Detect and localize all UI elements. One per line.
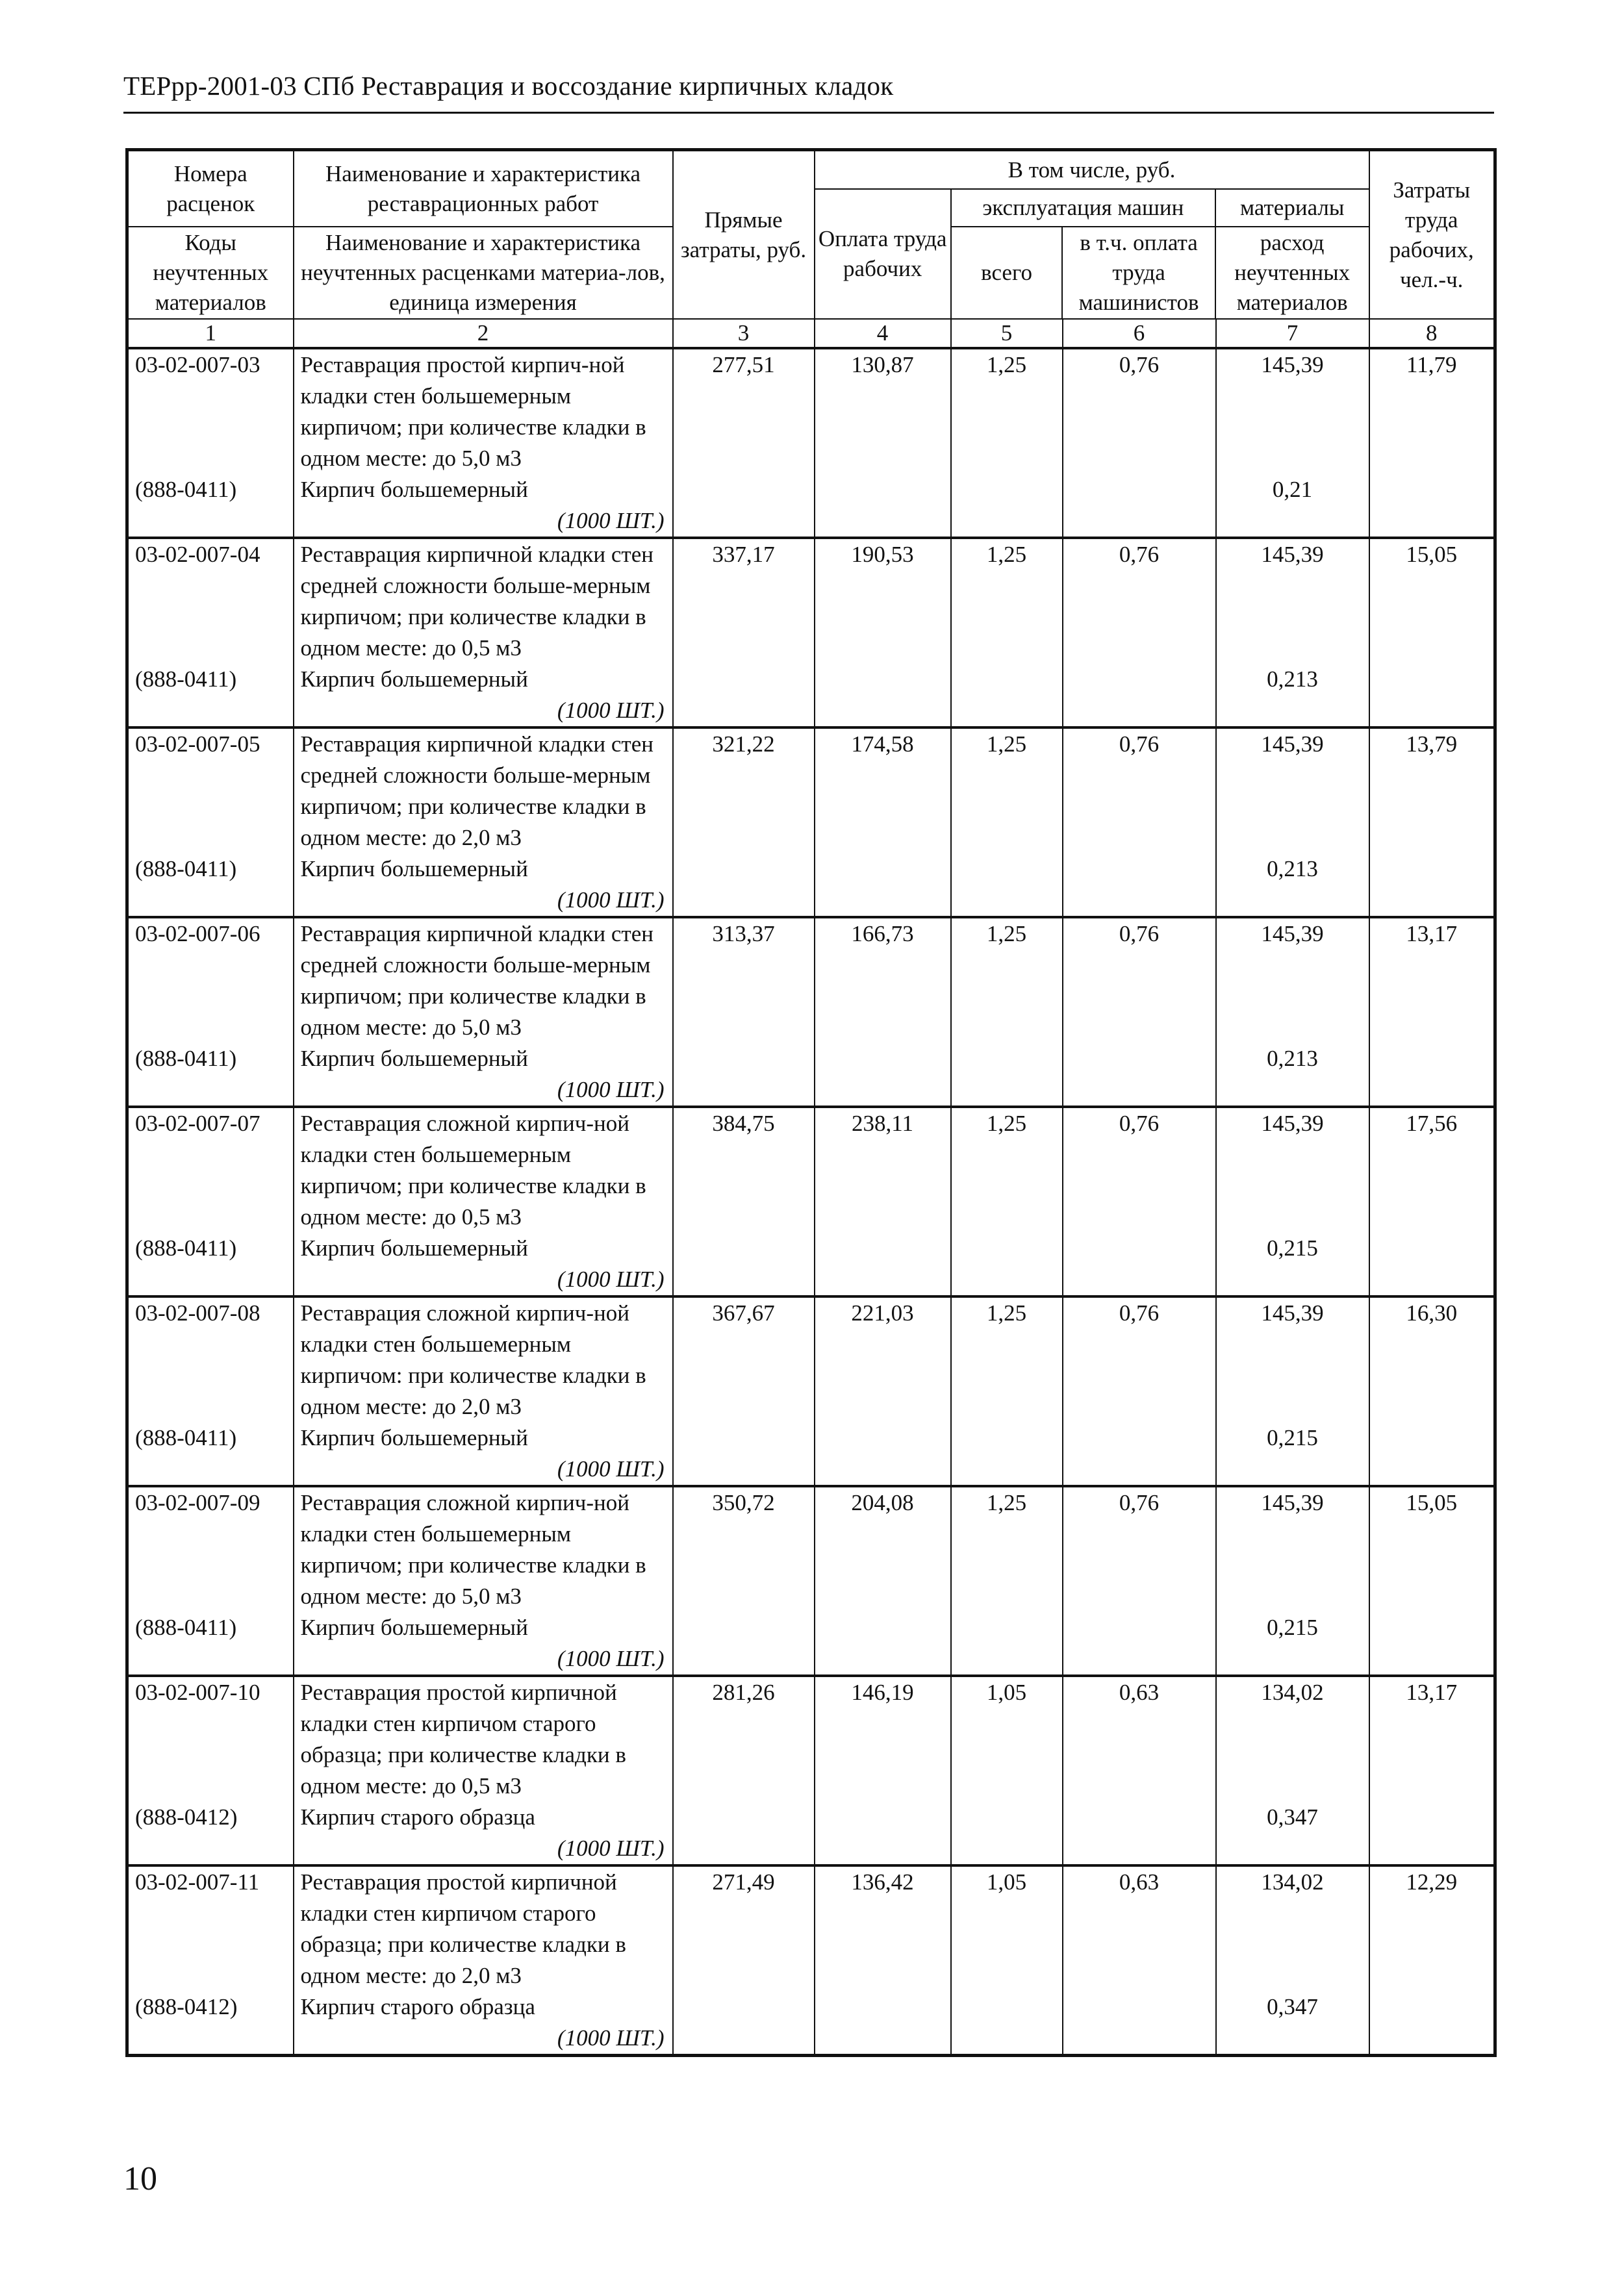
table-row [127, 348, 1495, 474]
machines-total-value: 1,25 [951, 1107, 1063, 1233]
material-code: (888-0411) [127, 1043, 294, 1107]
material-unit: (1000 ШТ.) [557, 887, 665, 913]
rate-description: Реставрация сложной кирпич-ной кладки стен большемерным кирпичом: при количестве кладки в одном месте: до 2,0 м3 [294, 1296, 673, 1422]
machinist-pay-value: 0,76 [1063, 1486, 1216, 1612]
header-including-group [815, 150, 1369, 320]
machinist-pay-value: 0,76 [1063, 727, 1216, 853]
table-row [127, 538, 1495, 664]
material-code: (888-0411) [127, 853, 294, 917]
header-direct-costs: Прямые затраты, руб. [673, 150, 815, 320]
machinist-pay-empty [1063, 1422, 1216, 1486]
machines-total-value: 1,05 [951, 1865, 1063, 1991]
rates-table-body [127, 348, 1495, 2056]
material-code: (888-0411) [127, 664, 294, 727]
labor-hours-empty [1369, 1802, 1495, 1865]
labor-hours-empty [1369, 664, 1495, 727]
material-code: (888-0411) [127, 1233, 294, 1296]
material-unit: (1000 ШТ.) [557, 1077, 665, 1102]
labor-hours-empty [1369, 1422, 1495, 1486]
rate-description: Реставрация кирпичной кладки стен средней сложности больше-мерным кирпичом; при количестве кладки в одном месте: до 2,0 м3 [294, 727, 673, 853]
rate-description: Реставрация сложной кирпич-ной кладки стен большемерным кирпичом; при количестве кладки в одном месте: до 0,5 м3 [294, 1107, 673, 1233]
material-code: (888-0412) [127, 1991, 294, 2056]
header-rate-numbers: Номера расценок [127, 150, 294, 227]
material-row [127, 664, 1495, 727]
labor-pay-value: 166,73 [815, 917, 951, 1043]
header-labor-hours: Затраты труда рабочих, чел.-ч. [1369, 150, 1495, 320]
materials-value: 145,39 [1216, 1296, 1369, 1422]
material-unit: (1000 ШТ.) [557, 2025, 665, 2051]
material-name: Кирпич большемерный [300, 1046, 528, 1071]
material-row [127, 1043, 1495, 1107]
rate-code: 03-02-007-04 [127, 538, 294, 664]
material-cell [294, 1612, 673, 1676]
material-row [127, 474, 1495, 538]
rate-code: 03-02-007-09 [127, 1486, 294, 1612]
page-number: 10 [123, 2160, 157, 2197]
material-code: (888-0411) [127, 474, 294, 538]
material-row [127, 1991, 1495, 2056]
labor-hours-empty [1369, 853, 1495, 917]
labor-hours-value: 16,30 [1369, 1296, 1495, 1422]
labor-pay-value: 221,03 [815, 1296, 951, 1422]
direct-costs-empty [673, 474, 815, 538]
labor-hours-empty [1369, 1043, 1495, 1107]
direct-costs-empty [673, 1612, 815, 1676]
material-quantity: 0,213 [1216, 664, 1369, 727]
table-row [127, 1676, 1495, 1802]
material-code: (888-0412) [127, 1802, 294, 1865]
header-machinist-pay: в т.ч. оплата труда машинистов [1062, 227, 1215, 318]
column-number-5: 5 [951, 319, 1063, 348]
table-row [127, 1486, 1495, 1612]
column-numbers-row [127, 319, 1495, 348]
direct-costs-empty [673, 664, 815, 727]
labor-pay-value: 136,42 [815, 1865, 951, 1991]
material-unit: (1000 ШТ.) [557, 1646, 665, 1671]
table-row [127, 917, 1495, 1043]
machines-total-empty [951, 1422, 1063, 1486]
material-name: Кирпич старого образца [300, 1804, 535, 1830]
direct-costs-value: 350,72 [673, 1486, 815, 1612]
labor-hours-value: 17,56 [1369, 1107, 1495, 1233]
labor-pay-value: 238,11 [815, 1107, 951, 1233]
direct-costs-value: 271,49 [673, 1865, 815, 1991]
material-unit: (1000 ШТ.) [557, 1836, 665, 1861]
material-name: Кирпич старого образца [300, 1994, 535, 2019]
machines-total-value: 1,25 [951, 538, 1063, 664]
labor-pay-value: 130,87 [815, 348, 951, 474]
rate-description: Реставрация кирпичной кладки стен средней сложности больше-мерным кирпичом; при количестве кладки в одном месте: до 5,0 м3 [294, 917, 673, 1043]
machinist-pay-empty [1063, 1991, 1216, 2056]
header-unaccounted-materials: расход неучтенных материалов [1234, 229, 1351, 315]
material-cell [294, 1043, 673, 1107]
machines-total-value: 1,05 [951, 1676, 1063, 1802]
material-quantity: 0,213 [1216, 1043, 1369, 1107]
document-header-title: ТЕРрр-2001-03 СПб Реставрация и воссоздание кирпичных кладок [123, 71, 894, 101]
material-name: Кирпич большемерный [300, 1235, 528, 1261]
material-name: Кирпич большемерный [300, 1425, 528, 1450]
header-labor-pay: Оплата труда рабочих [815, 189, 951, 318]
labor-pay-empty [815, 1422, 951, 1486]
labor-hours-empty [1369, 474, 1495, 538]
materials-value: 134,02 [1216, 1676, 1369, 1802]
direct-costs-empty [673, 1991, 815, 2056]
machines-total-value: 1,25 [951, 727, 1063, 853]
material-cell [294, 1233, 673, 1296]
rate-code: 03-02-007-11 [127, 1865, 294, 1991]
material-quantity: 0,347 [1216, 1802, 1369, 1865]
material-unit: (1000 ШТ.) [557, 1267, 665, 1292]
material-row [127, 1802, 1495, 1865]
machinist-pay-value: 0,76 [1063, 538, 1216, 664]
materials-value: 145,39 [1216, 1486, 1369, 1612]
labor-pay-value: 146,19 [815, 1676, 951, 1802]
labor-pay-value: 190,53 [815, 538, 951, 664]
labor-pay-value: 174,58 [815, 727, 951, 853]
machinist-pay-value: 0,63 [1063, 1865, 1216, 1991]
material-quantity: 0,213 [1216, 853, 1369, 917]
table-row [127, 727, 1495, 853]
column-number-7: 7 [1216, 319, 1369, 348]
materials-value: 145,39 [1216, 917, 1369, 1043]
column-number-3: 3 [673, 319, 815, 348]
labor-hours-value: 13,17 [1369, 917, 1495, 1043]
material-cell [294, 1422, 673, 1486]
material-unit: (1000 ШТ.) [557, 698, 665, 723]
material-row [127, 1612, 1495, 1676]
rate-description: Реставрация кирпичной кладки стен средней сложности больше-мерным кирпичом; при количестве кладки в одном месте: до 0,5 м3 [294, 538, 673, 664]
header-work-name: Наименование и характеристика реставрационных работ [294, 150, 673, 227]
rates-table [125, 148, 1497, 2057]
rate-code: 03-02-007-07 [127, 1107, 294, 1233]
materials-value: 134,02 [1216, 1865, 1369, 1991]
labor-pay-empty [815, 1612, 951, 1676]
labor-hours-value: 15,05 [1369, 538, 1495, 664]
material-quantity: 0,215 [1216, 1612, 1369, 1676]
column-number-4: 4 [815, 319, 951, 348]
header-material-name: Наименование и характеристика неучтенных расценками материа-лов, единица измерения [294, 227, 673, 319]
labor-hours-value: 12,29 [1369, 1865, 1495, 1991]
machines-total-empty [951, 474, 1063, 538]
labor-hours-value: 13,17 [1369, 1676, 1495, 1802]
material-name: Кирпич большемерный [300, 477, 528, 502]
materials-value: 145,39 [1216, 727, 1369, 853]
machines-total-value: 1,25 [951, 1486, 1063, 1612]
materials-value: 145,39 [1216, 538, 1369, 664]
labor-pay-empty [815, 1991, 951, 2056]
machinist-pay-value: 0,76 [1063, 917, 1216, 1043]
material-cell [294, 664, 673, 727]
machinist-pay-empty [1063, 853, 1216, 917]
table-row [127, 1296, 1495, 1422]
direct-costs-empty [673, 1043, 815, 1107]
labor-hours-value: 13,79 [1369, 727, 1495, 853]
machines-total-value: 1,25 [951, 917, 1063, 1043]
labor-pay-value: 204,08 [815, 1486, 951, 1612]
header-materials: материалы [1215, 189, 1369, 227]
rate-description: Реставрация простой кирпичной кладки стен кирпичом старого образца; при количестве кладки в одном месте: до 0,5 м3 [294, 1676, 673, 1802]
material-row [127, 853, 1495, 917]
material-unit: (1000 ШТ.) [557, 1456, 665, 1482]
header-group-subtable [815, 152, 1369, 318]
material-code: (888-0411) [127, 1612, 294, 1676]
direct-costs-empty [673, 853, 815, 917]
labor-pay-empty [815, 1043, 951, 1107]
material-cell [294, 853, 673, 917]
rate-code: 03-02-007-08 [127, 1296, 294, 1422]
direct-costs-value: 321,22 [673, 727, 815, 853]
material-quantity: 0,215 [1216, 1422, 1369, 1486]
header-machine-operation: эксплуатация машин [951, 189, 1215, 227]
machinist-pay-empty [1063, 1802, 1216, 1865]
material-cell [294, 1802, 673, 1865]
direct-costs-empty [673, 1233, 815, 1296]
machines-total-empty [951, 1043, 1063, 1107]
machinist-pay-empty [1063, 1233, 1216, 1296]
material-code: (888-0411) [127, 1422, 294, 1486]
header-machines-total: всего [951, 227, 1062, 318]
direct-costs-value: 337,17 [673, 538, 815, 664]
labor-pay-empty [815, 1802, 951, 1865]
labor-pay-empty [815, 474, 951, 538]
column-number-1: 1 [127, 319, 294, 348]
machinist-pay-value: 0,76 [1063, 1107, 1216, 1233]
material-cell [294, 474, 673, 538]
rate-code: 03-02-007-05 [127, 727, 294, 853]
labor-hours-value: 15,05 [1369, 1486, 1495, 1612]
rate-code: 03-02-007-03 [127, 348, 294, 474]
machinist-pay-value: 0,63 [1063, 1676, 1216, 1802]
table-row [127, 1107, 1495, 1233]
labor-hours-value: 11,79 [1369, 348, 1495, 474]
rate-description: Реставрация простой кирпич-ной кладки стен большемерным кирпичом; при количестве кладки в одном месте: до 5,0 м3 [294, 348, 673, 474]
material-name: Кирпич большемерный [300, 856, 528, 881]
direct-costs-value: 384,75 [673, 1107, 815, 1233]
labor-pay-empty [815, 853, 951, 917]
machines-total-empty [951, 1991, 1063, 2056]
column-number-6: 6 [1063, 319, 1216, 348]
direct-costs-empty [673, 1422, 815, 1486]
material-name: Кирпич большемерный [300, 1615, 528, 1640]
machines-total-empty [951, 1802, 1063, 1865]
column-number-2: 2 [294, 319, 673, 348]
machinist-pay-empty [1063, 664, 1216, 727]
rate-code: 03-02-007-06 [127, 917, 294, 1043]
labor-pay-empty [815, 664, 951, 727]
machines-total-value: 1,25 [951, 1296, 1063, 1422]
material-name: Кирпич большемерный [300, 666, 528, 692]
machinist-pay-value: 0,76 [1063, 1296, 1216, 1422]
machines-total-value: 1,25 [951, 348, 1063, 474]
machines-total-empty [951, 1612, 1063, 1676]
direct-costs-value: 367,67 [673, 1296, 815, 1422]
header-including-rub: В том числе, руб. [815, 152, 1369, 189]
machines-total-empty [951, 1233, 1063, 1296]
direct-costs-value: 277,51 [673, 348, 815, 474]
direct-costs-value: 313,37 [673, 917, 815, 1043]
machines-total-empty [951, 853, 1063, 917]
direct-costs-value: 281,26 [673, 1676, 815, 1802]
header-divider [123, 112, 1494, 114]
header-material-codes: Коды неучтенных материалов [127, 227, 294, 319]
material-cell [294, 1991, 673, 2056]
table-row [127, 1865, 1495, 1991]
machinist-pay-empty [1063, 1612, 1216, 1676]
machinist-pay-empty [1063, 474, 1216, 538]
material-quantity: 0,21 [1216, 474, 1369, 538]
rate-description: Реставрация простой кирпичной кладки стен кирпичом старого образца; при количестве кладки в одном месте: до 2,0 м3 [294, 1865, 673, 1991]
material-row [127, 1233, 1495, 1296]
machines-total-empty [951, 664, 1063, 727]
direct-costs-empty [673, 1802, 815, 1865]
labor-hours-empty [1369, 1612, 1495, 1676]
rate-code: 03-02-007-10 [127, 1676, 294, 1802]
material-row [127, 1422, 1495, 1486]
rate-description: Реставрация сложной кирпич-ной кладки стен большемерным кирпичом; при количестве кладки в одном месте: до 5,0 м3 [294, 1486, 673, 1612]
material-quantity: 0,347 [1216, 1991, 1369, 2056]
column-number-8: 8 [1369, 319, 1495, 348]
machinist-pay-value: 0,76 [1063, 348, 1216, 474]
labor-hours-empty [1369, 1233, 1495, 1296]
materials-value: 145,39 [1216, 1107, 1369, 1233]
machinist-pay-empty [1063, 1043, 1216, 1107]
material-unit: (1000 ШТ.) [557, 508, 665, 533]
materials-value: 145,39 [1216, 348, 1369, 474]
material-quantity: 0,215 [1216, 1233, 1369, 1296]
labor-hours-empty [1369, 1991, 1495, 2056]
labor-pay-empty [815, 1233, 951, 1296]
